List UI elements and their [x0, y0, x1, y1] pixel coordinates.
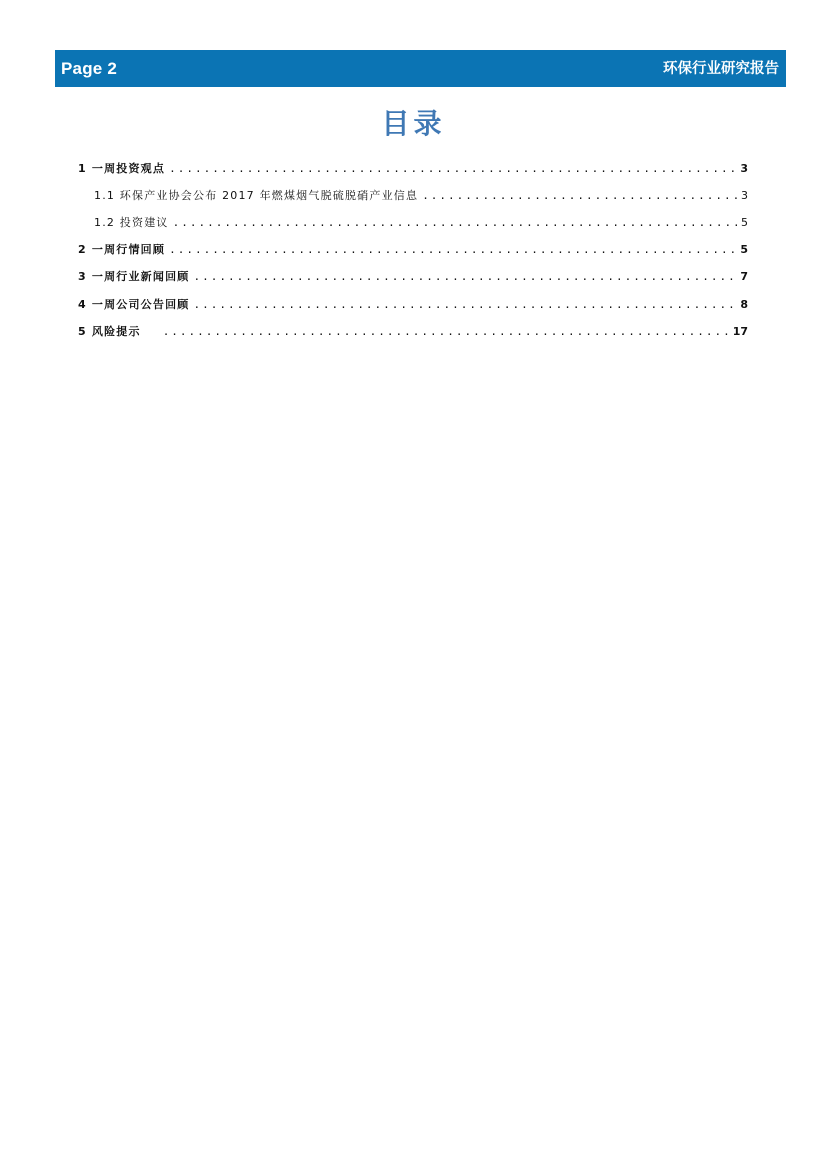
toc-entry[interactable] — [78, 160, 748, 176]
toc-entry-page: 5 — [741, 216, 748, 229]
toc-entry[interactable] — [78, 323, 748, 339]
toc-entry-text: 1.1 环保产业协会公布 2017 年燃煤烟气脱硫脱硝产业信息 — [94, 189, 419, 202]
toc-entry-text: 4 一周公司公告回顾 — [78, 298, 190, 311]
page-number-label: Page 2 — [61, 59, 118, 78]
toc-entry-text: 2 一周行情回顾 — [78, 243, 166, 256]
toc-entry-page: 8 — [740, 298, 748, 311]
page-header — [55, 50, 786, 87]
toc-entry-page: 17 — [732, 325, 748, 338]
toc-leader-dots — [173, 216, 738, 229]
toc-entry[interactable] — [78, 241, 748, 257]
toc-title: 目录 — [381, 107, 446, 140]
toc-entry[interactable] — [78, 187, 748, 203]
toc-leader-dots — [169, 162, 738, 175]
toc-entry-text: 1 一周投资观点 — [78, 162, 166, 175]
toc-entry-page: 5 — [740, 243, 748, 256]
toc-leader-dots — [193, 270, 738, 283]
toc-leader-dots — [422, 189, 738, 202]
toc-leader-dots — [193, 298, 738, 311]
toc-leader-dots — [163, 325, 731, 338]
toc-entry-page: 7 — [740, 270, 748, 283]
toc-entry-text: 3 一周行业新闻回顾 — [78, 270, 190, 283]
report-name: 环保行业研究报告 — [663, 61, 779, 77]
toc-entry[interactable] — [78, 268, 748, 284]
toc-entry-text: 1.2 投资建议 — [94, 216, 169, 229]
toc-entry-page: 3 — [741, 189, 748, 202]
toc-leader-dots — [169, 243, 738, 256]
toc-entry[interactable] — [78, 214, 748, 230]
toc-entry[interactable] — [78, 296, 748, 312]
toc-entry-page: 3 — [740, 162, 748, 175]
toc-entry-text: 5 风险提示 — [78, 325, 141, 338]
